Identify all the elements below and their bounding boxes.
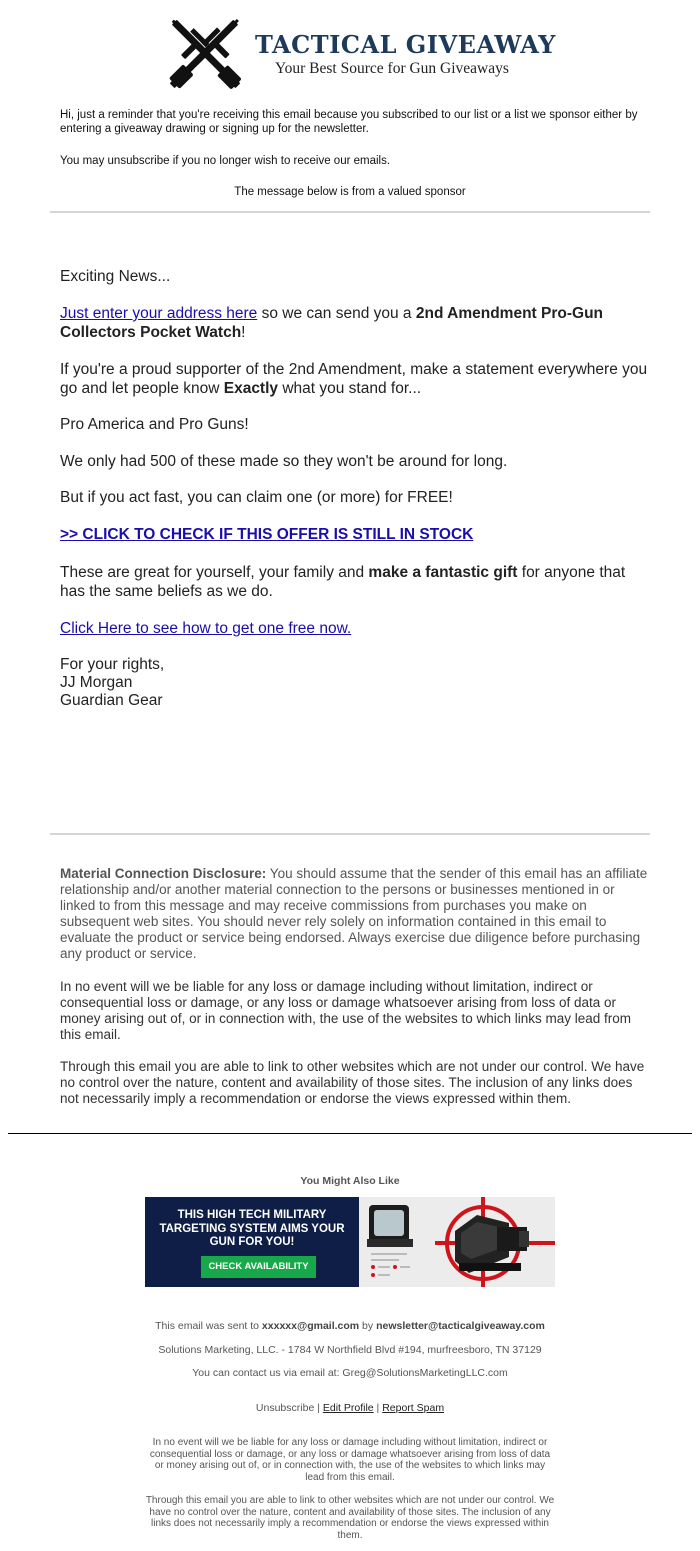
proud-text-bold: Exactly — [223, 379, 279, 397]
exciting-news-text: Exciting News... — [60, 268, 171, 285]
divider — [50, 833, 650, 835]
disclosure-heading: Material Connection Disclosure: — [60, 866, 267, 881]
sender-email: newsletter@tacticalgiveaway.com — [376, 1320, 545, 1332]
footer-divider — [8, 1133, 692, 1134]
check-stock-link[interactable]: >> CLICK TO CHECK IF THIS OFFER IS STILL IN STOCK — [60, 526, 474, 543]
cta-paragraph — [60, 526, 650, 545]
recipient-email: xxxxxx@gmail.com — [261, 1320, 360, 1332]
sponsor-note: The message below is from a valued sponsor — [234, 186, 466, 198]
get-free-link[interactable]: Click Here to see how to get one free now. — [60, 620, 352, 637]
enter-address-text: so we can send you a — [257, 305, 416, 322]
logo-tagline: Your Best Source for Gun Giveaways — [275, 60, 509, 77]
company-address: Solutions Marketing, LLC. - 1784 W Northfield Blvd #194, murfreesboro, TN 37129 — [158, 1344, 542, 1356]
free-link-paragraph — [60, 620, 650, 639]
logo-title: TACTICAL GIVEAWAY — [255, 30, 556, 59]
signature-name: JJ Morgan — [60, 674, 133, 691]
great-text-b: for anyone that has the same beliefs as we do. — [60, 564, 626, 600]
you-might-also-like-heading: You Might Also Like — [300, 1175, 400, 1187]
subscription-notice: Hi, just a reminder that you're receiving this email because you subscribed to our list or a list we sponsor either by entering a giveaway drawing or signing up for the newsletter. — [60, 109, 638, 135]
proud-supporter-paragraph — [60, 361, 650, 398]
material-disclosure — [60, 866, 650, 962]
check-availability-button[interactable]: CHECK AVAILABILITY — [201, 1256, 316, 1278]
footer-liability-text: In no event will we be liable for any loss or damage including without limitation, indirect or consequential loss or damage, or any loss or damage whatsoever arising from loss of data or money arising out of, or in connection with, the use of the websites to which links may lead from this email. — [149, 1437, 551, 1483]
banner-text-panel — [145, 1197, 359, 1287]
great-text-bold: make a fantastic gift — [368, 564, 518, 581]
external-links-paragraph: Through this email you are able to link to other websites which are not under our control. We have no control over the nature, content and availability of those sites. The inclusion of any links does not necessarily imply a recommendation or endorse the views expressed within them. — [60, 1059, 645, 1106]
contact-email-line: You can contact us via email at: Greg@SolutionsMarketingLLC.com — [192, 1367, 508, 1379]
link-separator: | — [314, 1402, 323, 1414]
great-gift-paragraph — [60, 564, 650, 601]
targeting-system-ad-banner[interactable] — [145, 1197, 555, 1287]
watch-name: 2nd Amendment Pro-Gun Collectors Pocket Watch — [60, 305, 604, 341]
small-sight-icon — [367, 1205, 413, 1277]
sent-prefix: This email was sent to — [155, 1320, 262, 1332]
signature-company: Guardian Gear — [60, 692, 163, 709]
disclosure-text: You should assume that the sender of this email has an affiliate relationship and/or another material connection to the persons or businesses mentioned in or linked to from this message and may receive commissions from purchases you make on subsequent web sites. You should never rely solely on information contained in this email to evaluate the product or service being endorsed. Always exercise due diligence before purchasing any product or service. — [60, 866, 648, 961]
sent-by-text: by — [359, 1320, 377, 1332]
enter-address-paragraph — [60, 305, 650, 342]
enter-address-link[interactable]: Just enter your address here — [60, 305, 258, 322]
proud-text-b: what you stand for... — [278, 379, 422, 397]
act-fast-text: But if you act fast, you can claim one (or more) for FREE! — [60, 489, 453, 506]
unsubscribe-notice: You may unsubscribe if you no longer wish to receive our emails. — [60, 155, 391, 167]
only-500-text: We only had 500 of these made so they won't be around for long. — [60, 453, 508, 470]
signature — [60, 656, 650, 710]
banner-headline: THIS HIGH TECH MILITARY TARGETING SYSTEM AIMS YOUR GUN FOR YOU! — [159, 1209, 345, 1248]
footer-links-text: Through this email you are able to link to other websites which are not under our control. We have no control over the nature, content and availability of those sites. The inclusion of any links does not necessarily imply a recommendation or endorse the views expressed within them. — [145, 1495, 555, 1541]
unsubscribe-link[interactable]: Unsubscribe — [255, 1402, 315, 1414]
proud-text-a: If you're a proud supporter of the 2nd Amendment, make a statement everywhere you go and let people know — [60, 361, 648, 397]
exclaim-text: ! — [241, 323, 246, 341]
sent-to-line — [0, 1320, 700, 1332]
crossed-rifles-icon — [158, 10, 253, 100]
signature-line-1: For your rights, — [60, 656, 165, 673]
link-separator: | — [373, 1402, 383, 1414]
tactical-giveaway-logo — [158, 10, 556, 100]
edit-profile-link[interactable]: Edit Profile — [322, 1402, 374, 1414]
pro-america-text: Pro America and Pro Guns! — [60, 416, 249, 433]
red-dot-sight-image — [359, 1197, 555, 1287]
great-text-a: These are great for yourself, your family and — [60, 564, 369, 581]
divider — [50, 211, 650, 213]
footer-links — [0, 1402, 700, 1414]
report-spam-link[interactable]: Report Spam — [382, 1402, 445, 1414]
liability-paragraph: In no event will we be liable for any loss or damage including without limitation, indirect or consequential loss or damage, or any loss or damage whatsoever arising from loss of data or money arising out of, or in connection with, the use of the websites to which links may lead from this email. — [60, 979, 632, 1042]
